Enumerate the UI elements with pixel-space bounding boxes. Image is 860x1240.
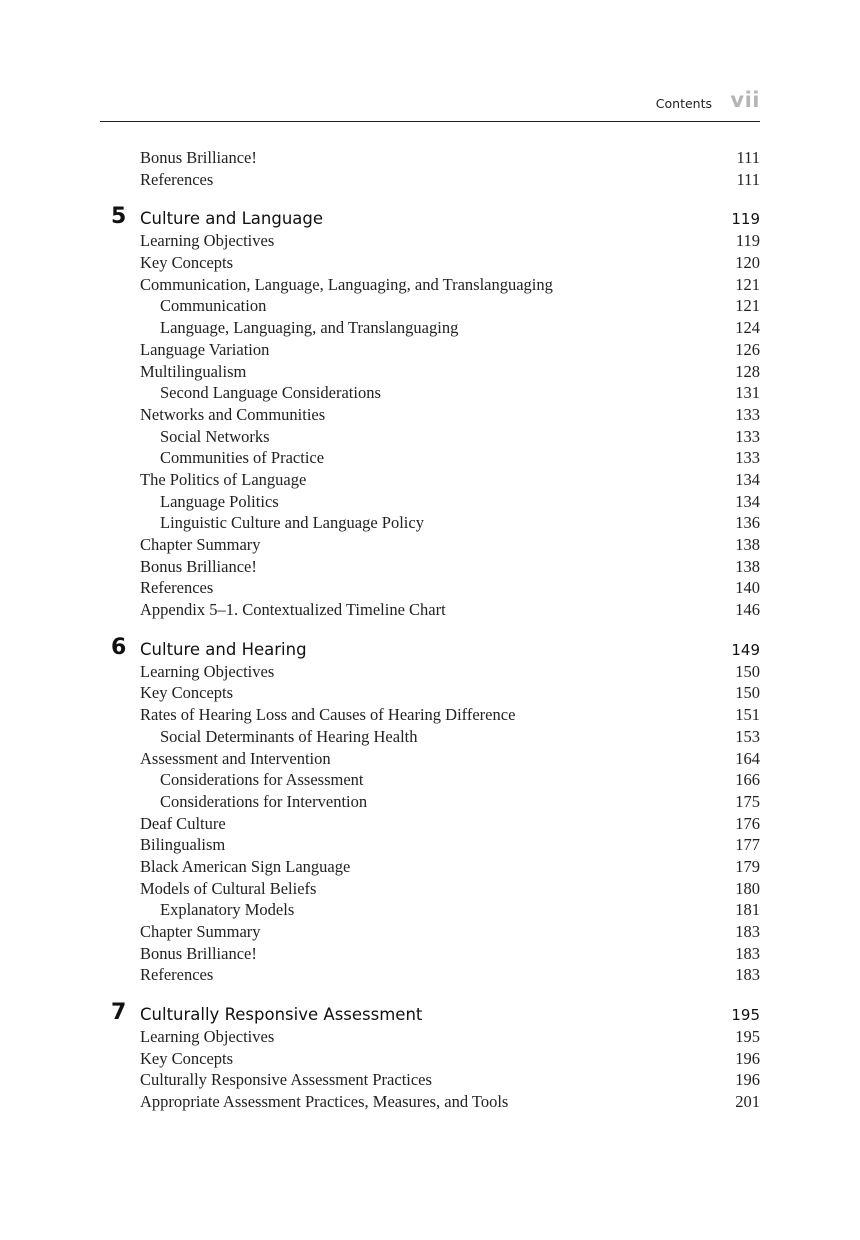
entry-title: Communication, Language, Languaging, and Translanguaging: [140, 274, 553, 294]
toc-entry: [100, 148, 760, 170]
entry-title: Learning Objectives: [140, 1027, 275, 1047]
toc-entry: [100, 814, 760, 836]
entry-title: Appendix 5–1. Contextualized Timeline Chart: [140, 600, 446, 620]
toc-entry: [100, 922, 760, 944]
entry-title: Black American Sign Language: [140, 856, 351, 876]
entry-title: Learning Objectives: [140, 661, 275, 681]
toc-entry: [100, 253, 760, 275]
page-number: vii: [730, 88, 760, 112]
entry-page-number: 134: [735, 469, 760, 489]
toc-entry: [100, 662, 760, 684]
entry-title: Rates of Hearing Loss and Causes of Hearing Difference: [140, 705, 516, 725]
entry-page-number: 128: [735, 361, 760, 381]
entry-page-number: 136: [735, 513, 760, 533]
toc-section: [100, 634, 760, 987]
entry-page-number: 138: [735, 535, 760, 554]
entry-page-number: 195: [735, 1027, 760, 1047]
toc-entry: [100, 405, 760, 427]
entry-title: Bilingualism: [140, 835, 226, 855]
entry-title: Key Concepts: [140, 1048, 234, 1068]
chapter-heading: [100, 1000, 760, 1027]
toc-entry: [100, 1027, 760, 1049]
entry-page-number: 131: [735, 383, 760, 403]
entry-page-number: 111: [736, 148, 760, 167]
entry-page-number: 176: [735, 813, 760, 833]
entry-page-number: 133: [735, 426, 760, 446]
entry-title: Multilingualism: [140, 361, 247, 381]
entry-title: Chapter Summary: [140, 535, 261, 554]
entry-page-number: 175: [735, 791, 760, 811]
entry-page-number: 166: [735, 770, 760, 790]
toc-section: [100, 1000, 760, 1114]
toc-entry: [100, 600, 760, 622]
chapter-title: Culture and Language: [140, 209, 324, 229]
entry-page-number: 150: [735, 661, 760, 681]
entry-title: Key Concepts: [140, 683, 234, 703]
entry-page-number: 119: [735, 231, 760, 251]
entry-title: Social Networks: [160, 426, 270, 446]
toc-subentry: [100, 727, 760, 749]
chapter-title: Culture and Hearing: [140, 639, 307, 659]
chapter-number: 7: [111, 1000, 127, 1026]
running-header-title: Contents: [655, 96, 712, 111]
entry-page-number: 196: [735, 1070, 760, 1090]
entry-title: Language, Languaging, and Translanguaging: [160, 318, 459, 338]
entry-page-number: 121: [735, 296, 760, 316]
entry-title: Communication: [160, 296, 267, 316]
entry-page-number: 183: [735, 922, 760, 941]
entry-page-number: 177: [735, 835, 760, 855]
entry-page-number: 124: [735, 318, 760, 338]
entry-page-number: 121: [735, 274, 760, 294]
entry-title: Learning Objectives: [140, 231, 275, 251]
toc-entry: [100, 340, 760, 362]
toc-subentry: [100, 492, 760, 514]
entry-title: Deaf Culture: [140, 813, 226, 833]
toc-entry: [100, 362, 760, 384]
entry-title: Communities of Practice: [160, 448, 325, 468]
toc-entry: [100, 944, 760, 966]
entry-page-number: 180: [735, 878, 760, 898]
entry-page-number: 151: [735, 705, 760, 725]
toc-entry: [100, 1049, 760, 1071]
toc-subentry: [100, 318, 760, 340]
entry-title: References: [140, 578, 214, 598]
toc-entry: [100, 1092, 760, 1114]
chapter-page-number: 195: [731, 1006, 760, 1025]
entry-page-number: 133: [735, 404, 760, 424]
entry-title: Assessment and Intervention: [140, 748, 331, 768]
toc-entry: [100, 1070, 760, 1092]
entry-title: Linguistic Culture and Language Policy: [160, 513, 424, 533]
chapter-page-number: 149: [731, 640, 760, 659]
entry-page-number: 183: [735, 943, 760, 963]
toc-subentry: [100, 792, 760, 814]
toc-entry: [100, 578, 760, 600]
entry-title: Considerations for Assessment: [160, 770, 364, 790]
entry-page-number: 146: [735, 600, 760, 620]
entry-page-number: 181: [735, 900, 760, 920]
entry-page-number: 196: [735, 1048, 760, 1068]
toc-entry: [100, 557, 760, 579]
entry-title: Culturally Responsive Assessment Practices: [140, 1070, 432, 1090]
entry-title: Language Politics: [160, 491, 279, 511]
toc-subentry: [100, 513, 760, 535]
entry-title: Bonus Brilliance!: [140, 556, 257, 576]
toc-subentry: [100, 296, 760, 318]
entry-page-number: 179: [735, 856, 760, 876]
toc-subentry: [100, 427, 760, 449]
toc-subentry: [100, 448, 760, 470]
toc-entry: [100, 749, 760, 771]
toc-section: [100, 148, 760, 191]
toc-entry: [100, 857, 760, 879]
entry-title: References: [140, 965, 214, 985]
toc-entry: [100, 535, 760, 557]
table-of-contents: [100, 148, 760, 1130]
toc-entry: [100, 705, 760, 727]
entry-title: Second Language Considerations: [160, 383, 381, 403]
toc-entry: [100, 835, 760, 857]
entry-page-number: 134: [735, 491, 760, 511]
entry-title: Social Determinants of Hearing Health: [160, 726, 418, 746]
entry-title: References: [140, 169, 214, 189]
toc-subentry: [100, 770, 760, 792]
entry-page-number: 183: [735, 965, 760, 985]
entry-page-number: 138: [735, 556, 760, 576]
entry-title: Appropriate Assessment Practices, Measures, and Tools: [140, 1092, 509, 1112]
toc-entry: [100, 275, 760, 297]
entry-page-number: 140: [735, 578, 760, 598]
entry-title: The Politics of Language: [140, 469, 307, 489]
entry-page-number: 150: [735, 683, 760, 703]
entry-page-number: 120: [735, 253, 760, 273]
chapter-number: 6: [111, 634, 127, 660]
entry-page-number: 111: [736, 169, 760, 189]
entry-title: Language Variation: [140, 339, 270, 359]
toc-section: [100, 204, 760, 621]
toc-subentry: [100, 383, 760, 405]
toc-entry: [100, 170, 760, 192]
chapter-number: 5: [111, 204, 127, 230]
entry-title: Key Concepts: [140, 253, 234, 273]
chapter-page-number: 119: [731, 210, 760, 229]
entry-page-number: 126: [735, 339, 760, 359]
entry-title: Bonus Brilliance!: [140, 943, 257, 963]
entry-title: Models of Cultural Beliefs: [140, 878, 317, 898]
toc-subentry: [100, 900, 760, 922]
entry-page-number: 133: [735, 448, 760, 468]
entry-title: Bonus Brilliance!: [140, 148, 257, 167]
entry-page-number: 164: [735, 748, 760, 768]
entry-title: Explanatory Models: [160, 900, 295, 920]
entry-page-number: 201: [735, 1092, 760, 1112]
running-header: [100, 88, 760, 122]
entry-title: Networks and Communities: [140, 404, 326, 424]
toc-entry: [100, 879, 760, 901]
entry-title: Considerations for Intervention: [160, 791, 368, 811]
toc-entry: [100, 231, 760, 253]
toc-entry: [100, 470, 760, 492]
chapter-heading: [100, 634, 760, 662]
chapter-heading: [100, 204, 760, 231]
entry-title: Chapter Summary: [140, 922, 261, 941]
entry-page-number: 153: [735, 726, 760, 746]
chapter-title: Culturally Responsive Assessment: [140, 1005, 423, 1025]
toc-entry: [100, 683, 760, 705]
toc-entry: [100, 965, 760, 987]
